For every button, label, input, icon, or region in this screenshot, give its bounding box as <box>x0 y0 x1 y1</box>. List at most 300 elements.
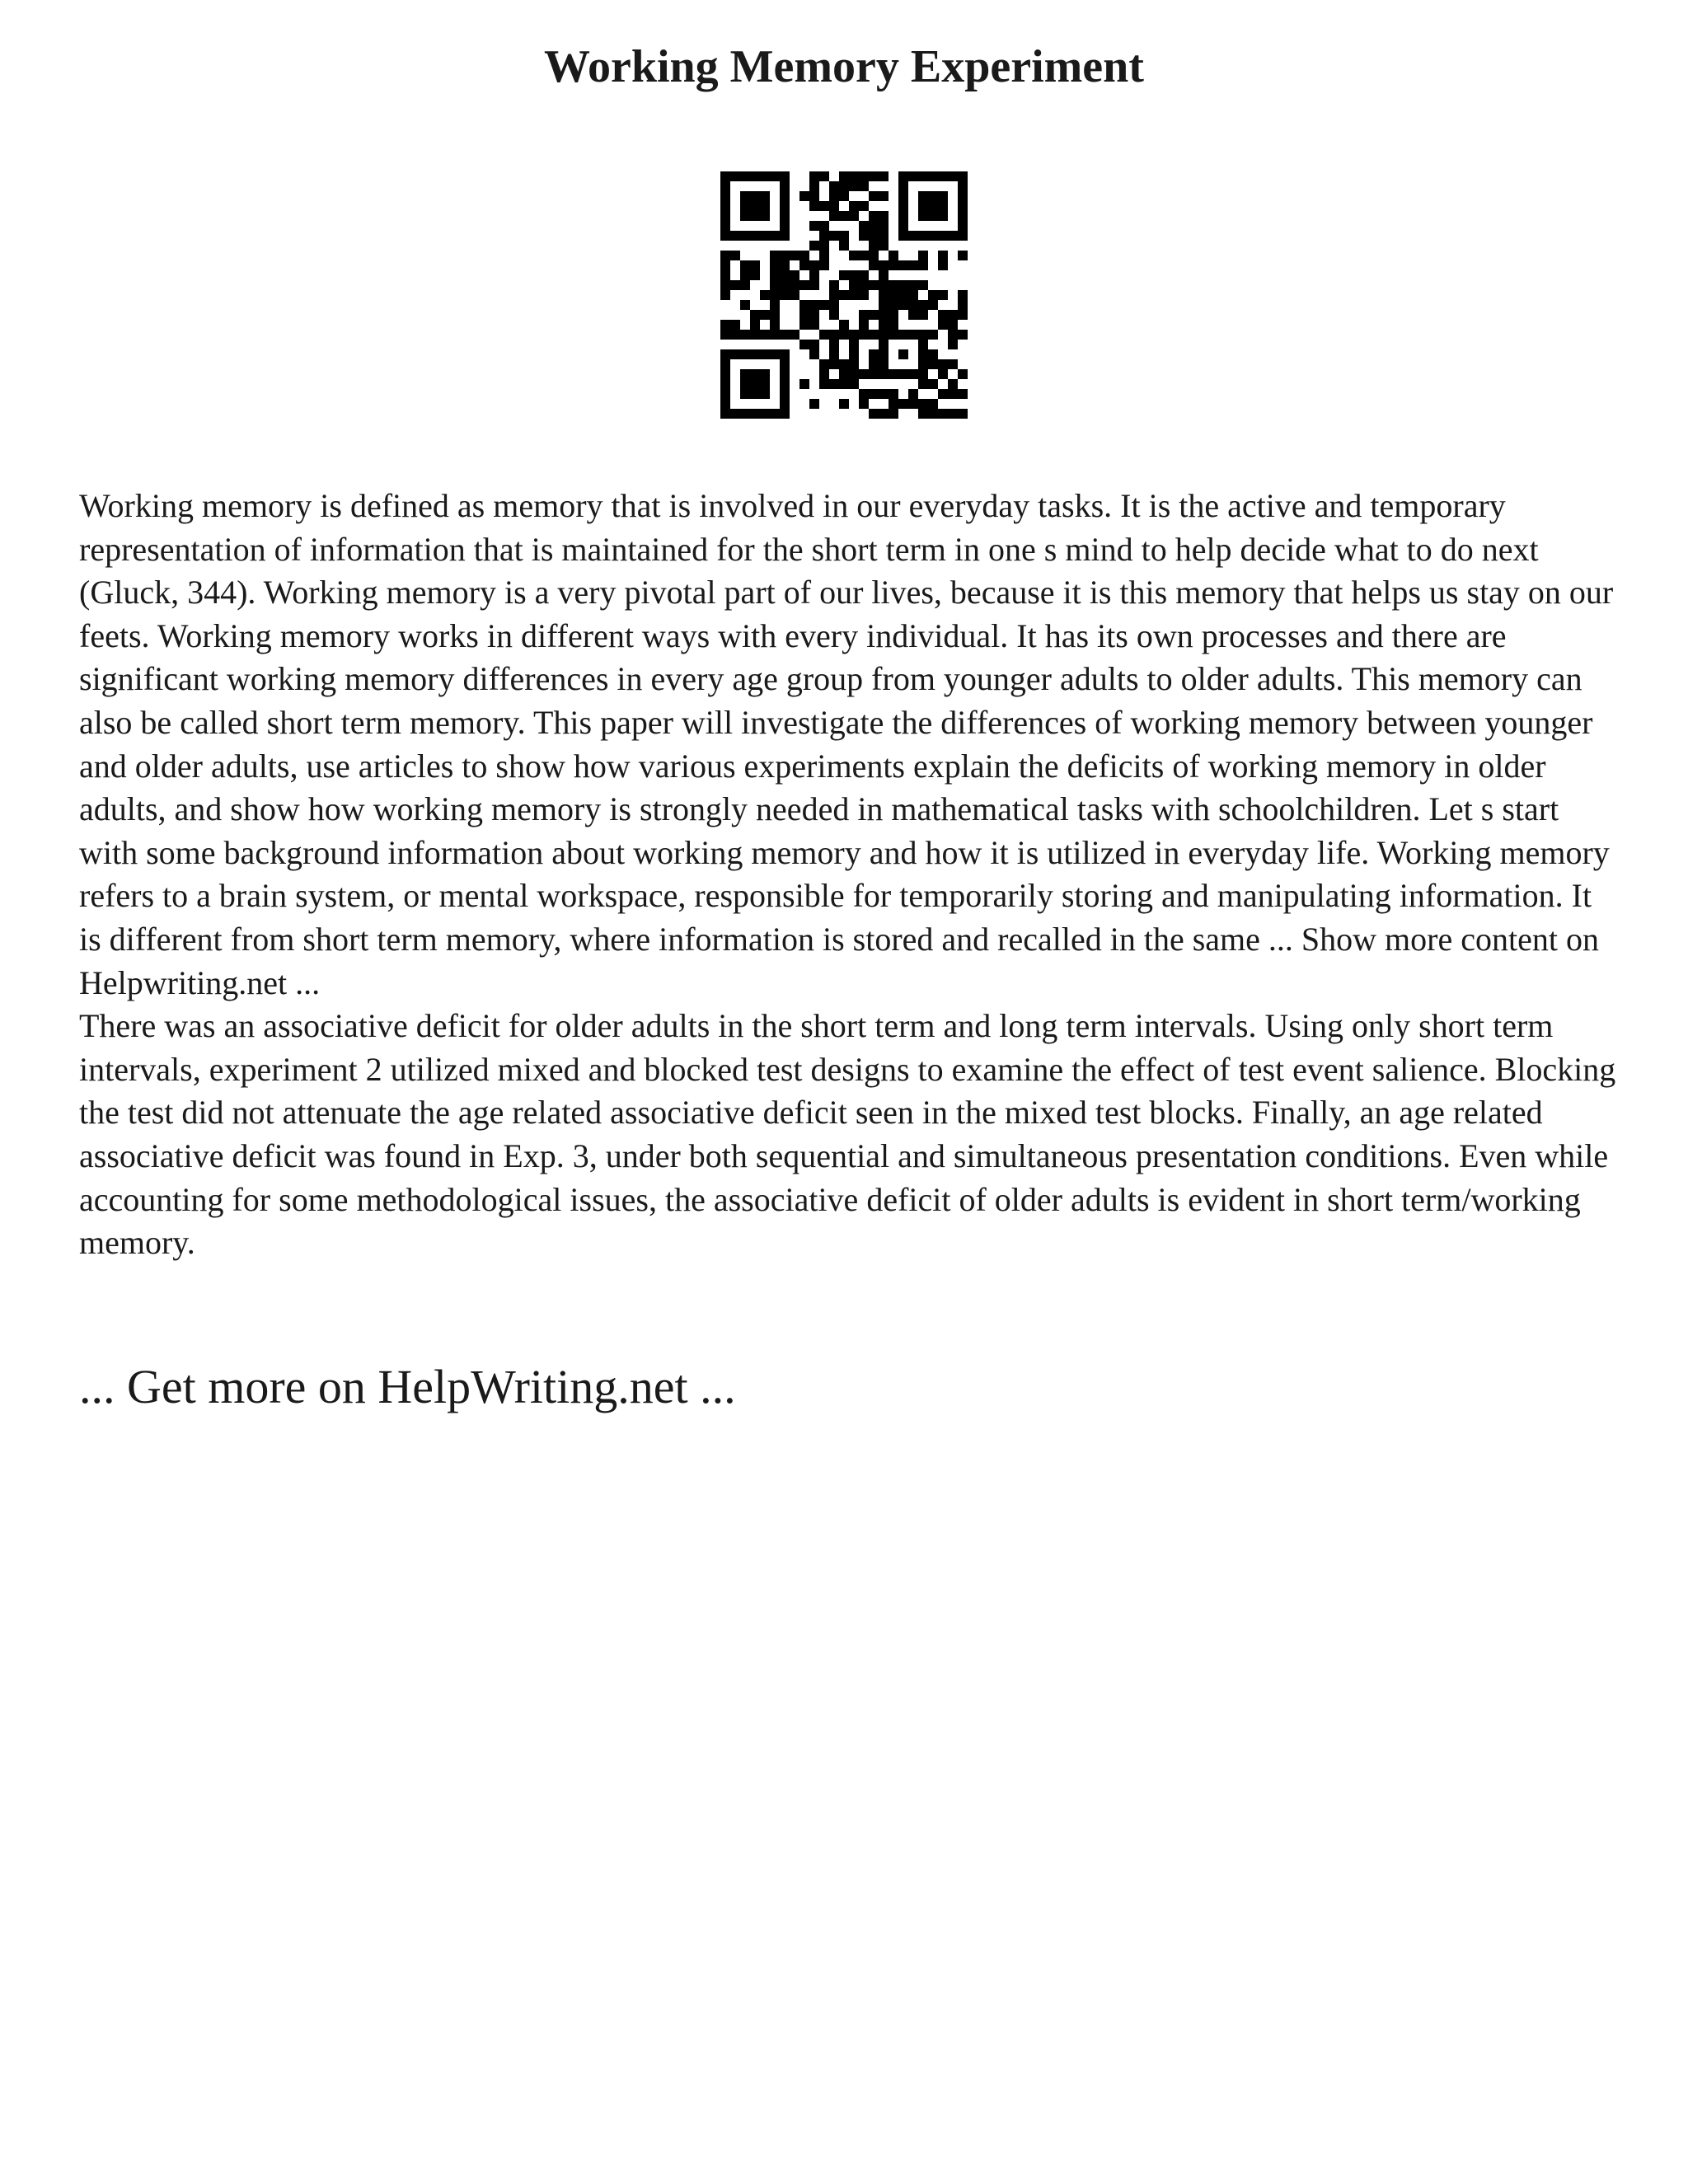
qr-module <box>740 349 750 359</box>
qr-module <box>898 330 908 340</box>
qr-module <box>859 231 869 241</box>
qr-module <box>918 369 928 379</box>
qr-module <box>799 191 809 201</box>
qr-module <box>879 300 889 310</box>
qr-module <box>839 379 849 389</box>
qr-module <box>898 349 908 359</box>
qr-module <box>869 369 879 379</box>
qr-module <box>938 171 948 181</box>
qr-module <box>869 221 879 231</box>
qr-module <box>839 171 849 181</box>
qr-module <box>720 231 730 241</box>
qr-module <box>740 201 750 211</box>
qr-module <box>958 409 968 419</box>
qr-module <box>809 399 819 409</box>
qr-module <box>750 270 760 280</box>
qr-module <box>829 280 839 290</box>
qr-module <box>918 349 928 359</box>
qr-module <box>908 330 918 340</box>
qr-module <box>879 221 889 231</box>
qr-module <box>879 241 889 251</box>
qr-module <box>849 369 859 379</box>
qr-module <box>958 231 968 241</box>
qr-module <box>809 310 819 320</box>
qr-module <box>958 181 968 191</box>
qr-module <box>859 290 869 300</box>
qr-module <box>720 369 730 379</box>
qr-module <box>958 389 968 399</box>
qr-module <box>849 280 859 290</box>
qr-module <box>938 389 948 399</box>
qr-module <box>819 171 829 181</box>
qr-module <box>849 181 859 191</box>
qr-module <box>750 409 760 419</box>
qr-module <box>879 330 889 340</box>
qr-module <box>879 211 889 221</box>
qr-module <box>898 399 908 409</box>
qr-module <box>859 181 869 191</box>
qr-module <box>958 201 968 211</box>
qr-module <box>839 320 849 330</box>
qr-module <box>869 251 879 260</box>
qr-module <box>889 260 898 270</box>
qr-module <box>819 359 829 369</box>
qr-module <box>760 310 770 320</box>
qr-module <box>958 310 968 320</box>
qr-module <box>889 369 898 379</box>
qr-module <box>770 349 780 359</box>
qr-module <box>938 231 948 241</box>
qr-module <box>948 231 958 241</box>
qr-module <box>790 290 799 300</box>
qr-module <box>760 349 770 359</box>
qr-module <box>780 369 790 379</box>
qr-module <box>730 171 740 181</box>
qr-module <box>869 260 879 270</box>
qr-module <box>839 359 849 369</box>
qr-module <box>948 389 958 399</box>
qr-module <box>859 270 869 280</box>
qr-module <box>780 260 790 270</box>
qr-module <box>958 171 968 181</box>
qr-module <box>720 349 730 359</box>
qr-module <box>720 221 730 231</box>
qr-module <box>799 340 809 349</box>
qr-module <box>780 221 790 231</box>
qr-module <box>740 330 750 340</box>
qr-module <box>770 231 780 241</box>
qr-module <box>849 290 859 300</box>
qr-module <box>829 211 839 221</box>
qr-module <box>839 191 849 201</box>
qr-module <box>869 211 879 221</box>
qr-module <box>889 300 898 310</box>
qr-module <box>948 310 958 320</box>
qr-module <box>898 231 908 241</box>
qr-module <box>938 320 948 330</box>
qr-module <box>889 290 898 300</box>
qr-module <box>898 300 908 310</box>
qr-module <box>780 181 790 191</box>
qr-module <box>819 231 829 241</box>
qr-module <box>958 251 968 260</box>
qr-module <box>780 280 790 290</box>
qr-module <box>780 270 790 280</box>
qr-code-icon <box>720 171 968 419</box>
qr-module <box>730 251 740 260</box>
qr-module <box>918 359 928 369</box>
qr-module <box>898 221 908 231</box>
qr-module <box>948 340 958 349</box>
qr-module <box>938 191 948 201</box>
qr-module <box>918 251 928 260</box>
qr-module <box>780 231 790 241</box>
qr-module <box>849 340 859 349</box>
qr-module <box>859 201 869 211</box>
qr-module <box>730 330 740 340</box>
qr-module <box>849 349 859 359</box>
qr-module <box>879 340 889 349</box>
qr-module <box>829 290 839 300</box>
qr-module <box>918 280 928 290</box>
qr-module <box>948 330 958 340</box>
qr-module <box>760 171 770 181</box>
qr-module <box>780 379 790 389</box>
qr-module <box>750 171 760 181</box>
qr-module <box>859 310 869 320</box>
paragraph-2: There was an associative deficit for older adults in the short term and long term intervals. Using only short term intervals, experiment 2 utilized mixed and blocked test designs to examine the effect of test event salience. Blocking the test did not attenuate the age related associative deficit seen in the mixed test blocks. Finally, an age related associative deficit was found in Exp. 3, under both sequential and simultaneous presentation conditions. Even while accounting for some methodological issues, the associative deficit of older adults is evident in short term/working memory. <box>79 1007 1616 1262</box>
qr-module <box>948 171 958 181</box>
qr-module <box>869 310 879 320</box>
qr-module <box>819 251 829 260</box>
qr-module <box>760 330 770 340</box>
qr-module <box>750 349 760 359</box>
qr-module <box>859 389 869 399</box>
qr-module <box>928 330 938 340</box>
qr-module <box>740 191 750 201</box>
qr-module <box>829 300 839 310</box>
qr-module <box>918 171 928 181</box>
qr-module <box>740 409 750 419</box>
qr-module <box>780 359 790 369</box>
qr-module <box>938 260 948 270</box>
qr-module <box>849 251 859 260</box>
qr-module <box>819 379 829 389</box>
qr-module <box>908 260 918 270</box>
qr-module <box>879 359 889 369</box>
qr-module <box>750 191 760 201</box>
qr-module <box>839 270 849 280</box>
qr-module <box>730 320 740 330</box>
qr-module <box>918 330 928 340</box>
qr-module <box>750 201 760 211</box>
qr-module <box>809 191 819 201</box>
qr-module <box>750 330 760 340</box>
qr-module <box>720 181 730 191</box>
qr-module <box>750 231 760 241</box>
qr-module <box>859 320 869 330</box>
qr-module <box>938 251 948 260</box>
qr-module <box>809 340 819 349</box>
qr-module <box>898 280 908 290</box>
qr-module <box>750 211 760 221</box>
qr-module <box>928 290 938 300</box>
qr-module <box>829 201 839 211</box>
qr-module <box>790 280 799 290</box>
qr-module <box>839 290 849 300</box>
qr-module <box>928 409 938 419</box>
qr-module <box>770 260 780 270</box>
qr-module <box>859 171 869 181</box>
qr-module <box>908 171 918 181</box>
qr-module <box>928 201 938 211</box>
qr-module <box>770 320 780 330</box>
article-body <box>79 485 1620 1265</box>
qr-module <box>780 171 790 181</box>
qr-module <box>740 211 750 221</box>
qr-module <box>918 379 928 389</box>
qr-module <box>780 251 790 260</box>
qr-module <box>750 260 760 270</box>
qr-module <box>859 330 869 340</box>
qr-module <box>839 399 849 409</box>
qr-module <box>750 379 760 389</box>
qr-module <box>829 359 839 369</box>
qr-module <box>958 330 968 340</box>
qr-module <box>889 409 898 419</box>
qr-module <box>849 379 859 389</box>
qr-module <box>958 191 968 201</box>
qr-module <box>879 191 889 201</box>
qr-module <box>879 409 889 419</box>
qr-module <box>799 310 809 320</box>
qr-module <box>720 191 730 201</box>
qr-module <box>819 300 829 310</box>
qr-module <box>889 399 898 409</box>
qr-module <box>740 171 750 181</box>
qr-module <box>819 330 829 340</box>
qr-module <box>948 359 958 369</box>
qr-module <box>958 290 968 300</box>
qr-module <box>819 369 829 379</box>
qr-module <box>879 270 889 280</box>
qr-module <box>760 409 770 419</box>
qr-module <box>859 251 869 260</box>
qr-module <box>948 379 958 389</box>
qr-module <box>730 231 740 241</box>
qr-module <box>908 389 918 399</box>
qr-module <box>730 280 740 290</box>
qr-module <box>780 409 790 419</box>
qr-module <box>819 201 829 211</box>
qr-module <box>740 300 750 310</box>
qr-module <box>750 389 760 399</box>
qr-module <box>740 280 750 290</box>
qr-module <box>859 399 869 409</box>
qr-module <box>829 340 839 349</box>
qr-module <box>829 191 839 201</box>
qr-module <box>799 379 809 389</box>
qr-module <box>829 349 839 359</box>
qr-module <box>958 221 968 231</box>
qr-module <box>918 310 928 320</box>
qr-module <box>849 171 859 181</box>
qr-module <box>849 201 859 211</box>
qr-module <box>780 191 790 201</box>
qr-module <box>780 290 790 300</box>
qr-module <box>879 290 889 300</box>
qr-module <box>720 270 730 280</box>
qr-module <box>750 310 760 320</box>
qr-module <box>720 211 730 221</box>
qr-module <box>898 369 908 379</box>
qr-module <box>889 320 898 330</box>
qr-module <box>869 349 879 359</box>
qr-module <box>889 389 898 399</box>
qr-module <box>898 211 908 221</box>
qr-module <box>928 359 938 369</box>
qr-module <box>829 379 839 389</box>
qr-module <box>879 310 889 320</box>
paragraph-1: Working memory is defined as memory that is involved in our everyday tasks. It is the active and temporary representation of information that is maintained for the short term in one s mind to help decide what to do next (Gluck, 344). Working memory is a very pivotal part of our lives, because it is this memory that helps us stay on our feets. Working memory works in different ways with every individual. It has its own processes and there are significant working memory differences in every age group from younger adults to older adults. This memory can also be called short term memory. This paper will investigate the differences of working memory between younger and older adults, use articles to show how various experiments explain the deficits of working memory in older adults, and show how working memory is strongly needed in mathematical tasks with schoolchildren. Let s start with some background information about working memory and how it is utilized in everyday life. Working memory refers to a brain system, or mental workspace, responsible for temporarily storing and manipulating information. It is different from short term memory, where information is stored and recalled in the same ... Show more content on Helpwriting.net ... <box>79 487 1614 1001</box>
qr-module <box>859 221 869 231</box>
qr-module <box>849 211 859 221</box>
qr-module <box>829 330 839 340</box>
qr-module <box>780 349 790 359</box>
qr-module <box>908 290 918 300</box>
qr-module <box>948 320 958 330</box>
qr-module <box>799 260 809 270</box>
qr-module <box>770 251 780 260</box>
qr-module <box>720 171 730 181</box>
qr-module <box>760 389 770 399</box>
qr-module <box>898 290 908 300</box>
qr-module <box>839 241 849 251</box>
qr-module <box>918 260 928 270</box>
qr-module <box>938 201 948 211</box>
qr-module <box>869 389 879 399</box>
qr-module <box>898 171 908 181</box>
qr-module <box>770 290 780 300</box>
qr-module <box>918 399 928 409</box>
qr-module <box>928 379 938 389</box>
qr-module <box>790 251 799 260</box>
qr-module <box>918 340 928 349</box>
qr-module <box>720 389 730 399</box>
qr-module <box>809 221 819 231</box>
qr-module <box>799 280 809 290</box>
qr-module <box>829 181 839 191</box>
qr-module <box>780 389 790 399</box>
qr-module <box>780 201 790 211</box>
get-more-link[interactable]: ... Get more on HelpWriting.net ... <box>79 1360 736 1413</box>
qr-module <box>879 260 889 270</box>
qr-module <box>760 211 770 221</box>
qr-module <box>869 171 879 181</box>
qr-module <box>720 330 730 340</box>
qr-module <box>760 290 770 300</box>
qr-module <box>928 231 938 241</box>
qr-module <box>958 369 968 379</box>
qr-module <box>740 260 750 270</box>
qr-module <box>889 330 898 340</box>
qr-module <box>889 310 898 320</box>
qr-module <box>879 320 889 330</box>
qr-module <box>809 260 819 270</box>
qr-module <box>898 181 908 191</box>
qr-module <box>750 320 760 330</box>
qr-module <box>839 181 849 191</box>
qr-module <box>898 191 908 201</box>
qr-module <box>859 369 869 379</box>
qr-module <box>760 369 770 379</box>
qr-module <box>849 359 859 369</box>
qr-module <box>720 409 730 419</box>
qr-module <box>770 280 780 290</box>
qr-module <box>879 369 889 379</box>
qr-module <box>918 409 928 419</box>
qr-module <box>839 330 849 340</box>
qr-module <box>720 290 730 300</box>
qr-module <box>770 310 780 320</box>
qr-module <box>898 201 908 211</box>
qr-module <box>958 300 968 310</box>
qr-module <box>938 290 948 300</box>
qr-module <box>760 231 770 241</box>
qr-module <box>809 241 819 251</box>
qr-module <box>928 399 938 409</box>
qr-module <box>809 300 819 310</box>
qr-module <box>879 349 889 359</box>
qr-module <box>740 379 750 389</box>
qr-module <box>839 231 849 241</box>
qr-module <box>740 389 750 399</box>
qr-module <box>780 399 790 409</box>
qr-module <box>879 389 889 399</box>
qr-module <box>869 359 879 369</box>
qr-module <box>720 359 730 369</box>
qr-module <box>889 251 898 260</box>
qr-module <box>928 171 938 181</box>
qr-module <box>869 231 879 241</box>
qr-module <box>879 171 889 181</box>
qr-module <box>780 330 790 340</box>
qr-module <box>918 300 928 310</box>
qr-module <box>859 280 869 290</box>
qr-module <box>730 349 740 359</box>
qr-module <box>720 399 730 409</box>
qr-module <box>908 310 918 320</box>
qr-module <box>908 369 918 379</box>
qr-module <box>750 369 760 379</box>
qr-module <box>829 310 839 320</box>
qr-module <box>809 349 819 359</box>
qr-module <box>839 211 849 221</box>
qr-module <box>928 300 938 310</box>
qr-module <box>918 201 928 211</box>
qr-module <box>770 270 780 280</box>
qr-module <box>948 409 958 419</box>
qr-module <box>918 191 928 201</box>
qr-module <box>938 310 948 320</box>
qr-module <box>869 409 879 419</box>
qr-module <box>879 280 889 290</box>
qr-module <box>770 171 780 181</box>
qr-module <box>740 270 750 280</box>
qr-module <box>928 191 938 201</box>
qr-module <box>740 369 750 379</box>
qr-module <box>740 231 750 241</box>
